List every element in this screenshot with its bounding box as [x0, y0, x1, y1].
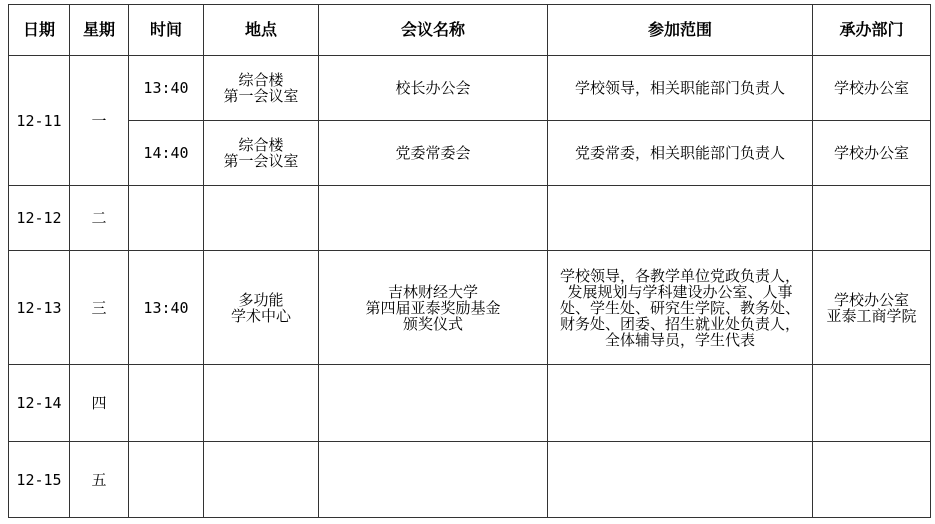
location-line: 综合楼 — [238, 136, 284, 154]
location-cell — [204, 251, 319, 365]
attendees-cell — [548, 365, 813, 442]
organizer-line: 学校办公室 — [833, 144, 909, 162]
meeting-name-cell — [319, 56, 548, 121]
location-cell — [204, 442, 319, 518]
meeting-name-cell — [319, 442, 548, 518]
time-cell: 13:40 — [129, 56, 204, 121]
organizer-cell — [813, 56, 931, 121]
table-row — [9, 251, 931, 365]
meeting-name-line: 颁奖仪式 — [402, 314, 463, 333]
location-line: 学术中心 — [230, 306, 291, 325]
meeting-name-cell — [319, 251, 548, 365]
organizer-line: 学校办公室 — [833, 79, 909, 97]
organizer-line: 学校办公室 — [833, 290, 909, 309]
date-cell: 12-14 — [9, 365, 70, 442]
location-line: 综合楼 — [238, 71, 284, 89]
time-cell — [129, 442, 204, 518]
meeting-name-cell — [319, 121, 548, 186]
time-cell: 14:40 — [129, 121, 204, 186]
header-date: 日期 — [9, 5, 70, 56]
table-row — [9, 442, 931, 518]
organizer-cell — [813, 442, 931, 518]
header-meeting-name: 会议名称 — [319, 5, 548, 56]
organizer-cell — [813, 251, 931, 365]
organizer-line: 亚泰工商学院 — [826, 306, 917, 325]
header-location: 地点 — [204, 5, 319, 56]
meeting-name-cell — [319, 365, 548, 442]
date-cell: 12-13 — [9, 251, 70, 365]
weekday-cell: 三 — [70, 251, 129, 365]
location-cell — [204, 365, 319, 442]
organizer-cell — [813, 186, 931, 251]
meeting-name-line: 校长办公会 — [395, 79, 471, 97]
location-line: 多功能 — [238, 290, 284, 309]
table-row — [9, 186, 931, 251]
meeting-name-line: 第四届亚泰奖励基金 — [365, 298, 501, 317]
table-row — [9, 56, 931, 121]
time-cell — [129, 186, 204, 251]
header-row — [9, 5, 931, 56]
meeting-name-line: 吉林财经大学 — [387, 282, 478, 301]
header-weekday: 星期 — [70, 5, 129, 56]
meeting-name-line: 党委常委会 — [395, 144, 471, 162]
attendees-cell: 党委常委，相关职能部门负责人 — [548, 121, 813, 186]
weekday-cell: 五 — [70, 442, 129, 518]
table-row — [9, 121, 931, 186]
date-cell: 12-12 — [9, 186, 70, 251]
location-cell — [204, 121, 319, 186]
attendees-cell: 学校领导，各教学单位党政负责人，发展规划与学科建设办公室、人事处、学生处、研究生学院、教务处、财务处、团委、招生就业处负责人，全体辅导员，学生代表 — [548, 251, 813, 365]
time-cell: 13:40 — [129, 251, 204, 365]
location-line: 第一会议室 — [223, 152, 299, 170]
table-row — [9, 365, 931, 442]
date-cell: 12-15 — [9, 442, 70, 518]
header-attendees: 参加范围 — [548, 5, 813, 56]
organizer-cell — [813, 121, 931, 186]
attendees-cell — [548, 442, 813, 518]
date-cell: 12-11 — [9, 56, 70, 186]
weekday-cell: 二 — [70, 186, 129, 251]
header-time: 时间 — [129, 5, 204, 56]
attendees-cell: 学校领导，相关职能部门负责人 — [548, 56, 813, 121]
weekday-cell: 一 — [70, 56, 129, 186]
location-cell — [204, 56, 319, 121]
organizer-cell — [813, 365, 931, 442]
meeting-name-cell — [319, 186, 548, 251]
header-organizer: 承办部门 — [813, 5, 931, 56]
weekday-cell: 四 — [70, 365, 129, 442]
time-cell — [129, 365, 204, 442]
attendees-cell — [548, 186, 813, 251]
location-cell — [204, 186, 319, 251]
location-line: 第一会议室 — [223, 87, 299, 105]
meeting-schedule-table — [8, 4, 931, 518]
